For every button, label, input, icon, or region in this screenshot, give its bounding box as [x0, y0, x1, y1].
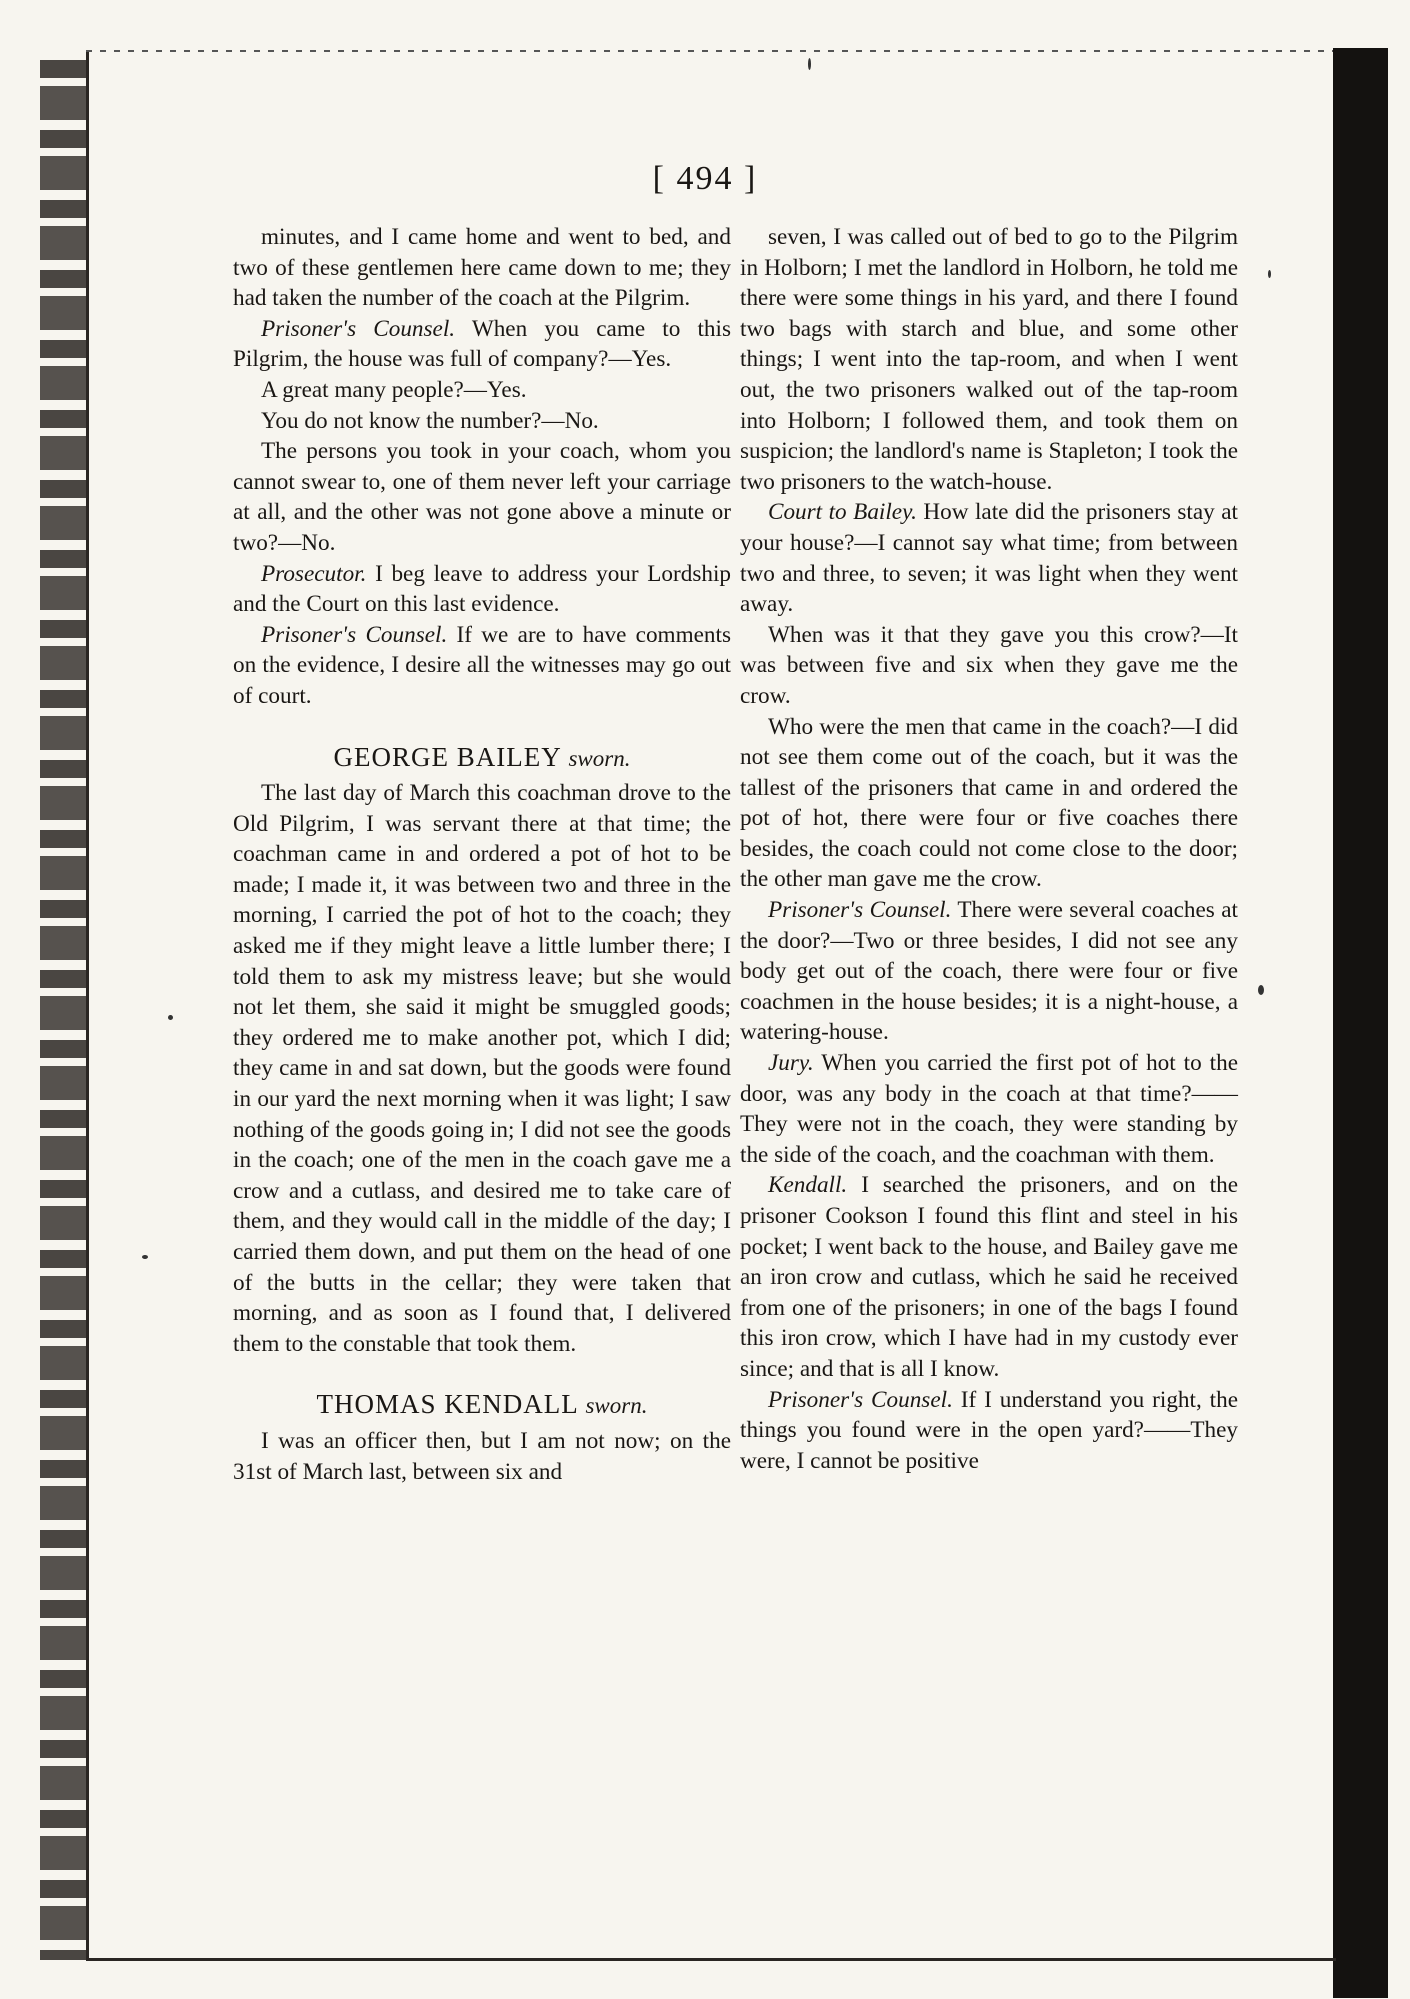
page-number: [ 494 ] — [652, 160, 758, 197]
speaker-label: Kendall. — [768, 1172, 848, 1199]
speaker-label: Jury. — [768, 1050, 814, 1077]
testimony-paragraph — [233, 436, 731, 558]
paragraph-text: When you came to this Pilgrim, the house was full of company?—Yes. — [233, 315, 731, 373]
paragraph-text: If we are to have comments on the evidence, I desire all the witnesses may go out of court. — [233, 621, 731, 709]
left-border-rule — [86, 50, 89, 1960]
ink-speck — [1258, 985, 1264, 995]
testimony-paragraph — [740, 497, 1238, 619]
testimony-paragraph — [233, 1426, 731, 1487]
witness-heading — [233, 742, 731, 775]
ink-speck — [1268, 270, 1271, 278]
ink-speck — [808, 58, 811, 70]
speaker-label: Prisoner's Counsel. — [261, 315, 456, 342]
testimony-paragraph — [233, 559, 731, 620]
paragraph-text: I was an officer then, but I am not now; on the 31st of March last, between six and — [233, 1427, 731, 1485]
speaker-label: Prosecutor. — [261, 560, 367, 587]
paragraph-text: I beg leave to address your Lordship and the Court on this last evidence. — [233, 560, 731, 618]
testimony-paragraph — [233, 222, 731, 314]
speaker-label: Court to Bailey. — [768, 499, 917, 526]
paragraph-text: When was it that they gave you this crow?—It was between five and six when they gave me the crow. — [740, 621, 1238, 709]
paragraph-text: How late did the prisoners stay at your house?—I cannot say what time; from between two and three, to seven; it was light when they went away. — [740, 499, 1238, 618]
top-border-rule — [86, 50, 1336, 52]
paragraph-text: The persons you took in your coach, whom you cannot swear to, one of them never left your carriage at all, and the other was not gone above a minute or two?—No. — [233, 438, 731, 556]
testimony-paragraph — [233, 620, 731, 712]
testimony-paragraph — [233, 778, 731, 1359]
ink-speck — [168, 1015, 173, 1020]
testimony-paragraph — [740, 620, 1238, 712]
testimony-paragraph — [740, 1170, 1238, 1384]
testimony-paragraph — [740, 1385, 1238, 1477]
sworn-label: sworn. — [585, 1393, 648, 1419]
paragraph-text: If I understand you right, the things you found were in the open yard?——They were, I cannot be positive — [740, 1386, 1238, 1474]
paragraph-text: seven, I was called out of bed to go to the Pilgrim in Holborn; I met the landlord in Holborn, he told me there were some things in his yard, and there I found two bags with starch and blue, and some other things; I went into the tap-room, and when I went out, the two prisoners walked out of the tap-room into Holborn; I followed them, and took them on suspicion; the landlord's name is Stapleton; I took the two prisoners to the watch-house. — [740, 224, 1238, 495]
witness-name: GEORGE BAILEY — [333, 741, 561, 772]
paragraph-text: The last day of March this coachman drove to the Old Pilgrim, I was servant there at that time; the coachman came in and ordered a pot of hot to be made; I made it, it was between two and three in the morning, I carried the pot of hot to the coach; they asked me if they might leave a little lumber there; I told them to ask my mistress leave; but she would not let them, she said it might be smuggled goods; they ordered me to make another pot, which I did; they came in and sat down, but the goods were found in our yard the next morning when it was light; I saw nothing of the goods going in; I did not see the goods in the coach; one of the men in the coach gave me a crow and a cutlass, and desired me to take care of them, and they would call in the middle of the day; I carried them down, and put them on the head of one of the butts in the cellar; they were taken that morning, and as soon as I found that, I delivered them to the constable that took them. — [233, 780, 731, 1357]
bottom-border-rule — [86, 1958, 1336, 1961]
testimony-paragraph — [740, 712, 1238, 896]
paragraph-text: minutes, and I came home and went to bed, and two of these gentlemen here came down to me; they had taken the number of the coach at the Pilgrim. — [233, 224, 731, 312]
right-text-column — [740, 222, 1238, 1476]
right-scan-edge — [1333, 48, 1388, 1998]
paragraph-text: A great many people?—Yes. — [261, 376, 527, 403]
paragraph-text: You do not know the number?—No. — [261, 407, 599, 434]
paragraph-text: Who were the men that came in the coach?—I did not see them come out of the coach, but it was the tallest of the prisoners that came in and ordered the pot of hot, there were four or five coaches there besides, the coach could not come close to the door; the other man gave me the crow. — [740, 713, 1238, 893]
witness-name: THOMAS KENDALL — [316, 1389, 578, 1420]
testimony-paragraph — [740, 895, 1238, 1048]
testimony-paragraph — [233, 406, 731, 437]
paragraph-text: There were several coaches at the door?—Two or three besides, I did not see any body get out of the coach, there were four or five coachmen in the house besides; it is a night-house, a watering-house. — [740, 897, 1238, 1046]
testimony-paragraph — [740, 222, 1238, 497]
speaker-label: Prisoner's Counsel. — [768, 897, 952, 924]
paragraph-text: I searched the prisoners, and on the prisoner Cookson I found this flint and steel in his pocket; I went back to the house, and Bailey gave me an iron crow and cutlass, which he said he received from one of the prisoners; in one of the bags I found this iron crow, which I have had in my custody ever since; and that is all I know. — [740, 1172, 1238, 1382]
testimony-paragraph — [233, 375, 731, 406]
binding-edge — [40, 60, 86, 1960]
paragraph-text: When you carried the first pot of hot to the door, was any body in the coach at that time?——They were not in the coach, they were standing by the side of the coach, and the coachman with them. — [740, 1050, 1238, 1168]
testimony-paragraph — [740, 1048, 1238, 1170]
speaker-label: Prisoner's Counsel. — [261, 621, 448, 648]
sworn-label: sworn. — [568, 745, 631, 771]
speaker-label: Prisoner's Counsel. — [768, 1386, 953, 1413]
left-text-column — [233, 222, 731, 1487]
witness-heading — [233, 1389, 731, 1422]
testimony-paragraph — [233, 314, 731, 375]
ink-speck — [142, 1255, 148, 1259]
